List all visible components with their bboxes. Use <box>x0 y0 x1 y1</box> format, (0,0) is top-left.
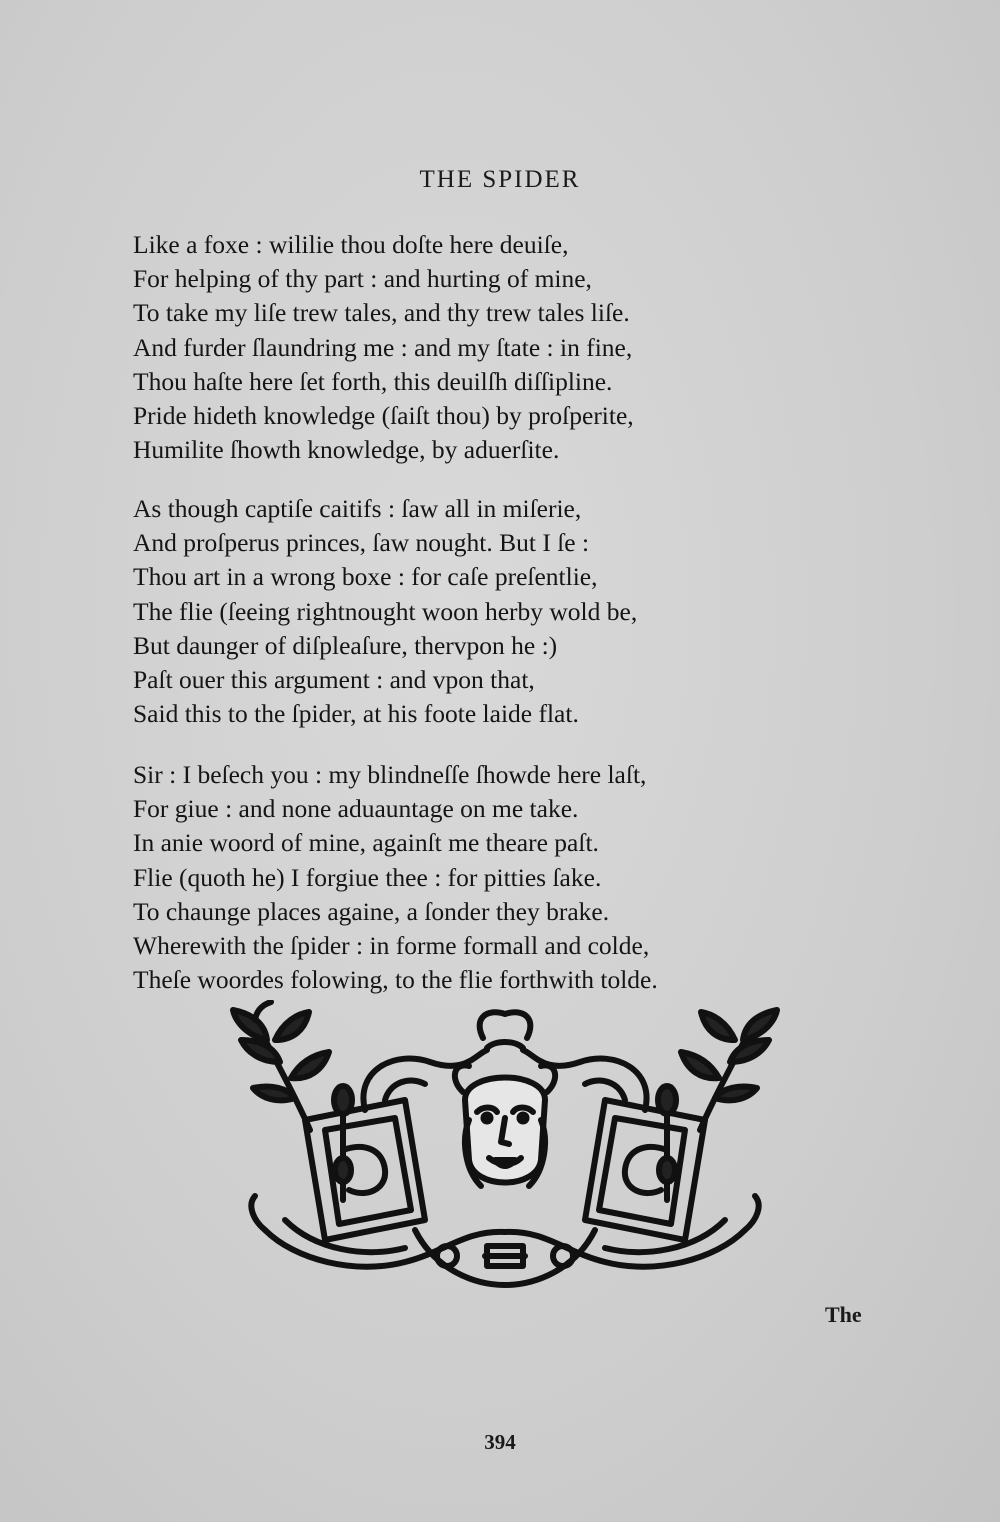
verse-line: Thou haſte here ſet forth, this deuilſh diſſipline. <box>133 366 613 396</box>
verse-line: And furder ſlaundring me : and my ſtate : in fine, <box>133 332 633 362</box>
verse-line: For helping of thy part : and hurting of mine, <box>133 264 592 294</box>
verse-line: But daunger of diſpleaſure, thervpon he :) <box>133 630 558 660</box>
grotesque-mask-ornament-icon <box>225 1000 785 1300</box>
page-number: 394 <box>484 1430 516 1454</box>
verse-line: And proſperus princes, ſaw nought. But I ſe : <box>133 528 590 558</box>
stanza-2 <box>133 492 873 731</box>
running-head: THE SPIDER <box>419 166 581 193</box>
verse-line: As though captiſe caitifs : ſaw all in miſerie, <box>133 494 582 523</box>
verse-line: Thou art in a wrong boxe : for caſe preſentlie, <box>133 562 598 592</box>
stanza-3 <box>133 758 873 997</box>
verse-line: Wherewith the ſpider : in forme formall and colde, <box>133 930 650 960</box>
verse-line: Sir : I beſech you : my blindneſſe ſhowde here laſt, <box>133 760 647 789</box>
catchword: The <box>825 1302 862 1327</box>
verse-line: To take my liſe trew tales, and thy trew tales liſe. <box>133 298 630 328</box>
verse-line: Like a foxe : wililie thou doſte here deuiſe, <box>133 230 569 259</box>
verse-line: In anie woord of mine, againſt me theare paſt. <box>133 828 599 858</box>
verse-line: To chaunge places againe, a ſonder they brake. <box>133 896 610 926</box>
verse-line: Humilite ſhowth knowledge, by aduerſite. <box>133 435 560 465</box>
verse-line: The flie (ſeeing rightnought woon herby wold be, <box>133 596 638 626</box>
verse-line: Theſe woordes folowing, to the flie forthwith tolde. <box>133 965 658 995</box>
verse-line: Pride hideth knowledge (ſaiſt thou) by proſperite, <box>133 400 634 430</box>
stanza-1 <box>133 228 873 467</box>
verse-line: For giue : and none aduauntage on me take. <box>133 794 579 824</box>
verse-line: Flie (quoth he) I forgiue thee : for pitties ſake. <box>133 862 602 892</box>
verse-line: Paſt ouer this argument : and vpon that, <box>133 664 535 694</box>
verse-line: Said this to the ſpider, at his foote laide flat. <box>133 699 579 729</box>
